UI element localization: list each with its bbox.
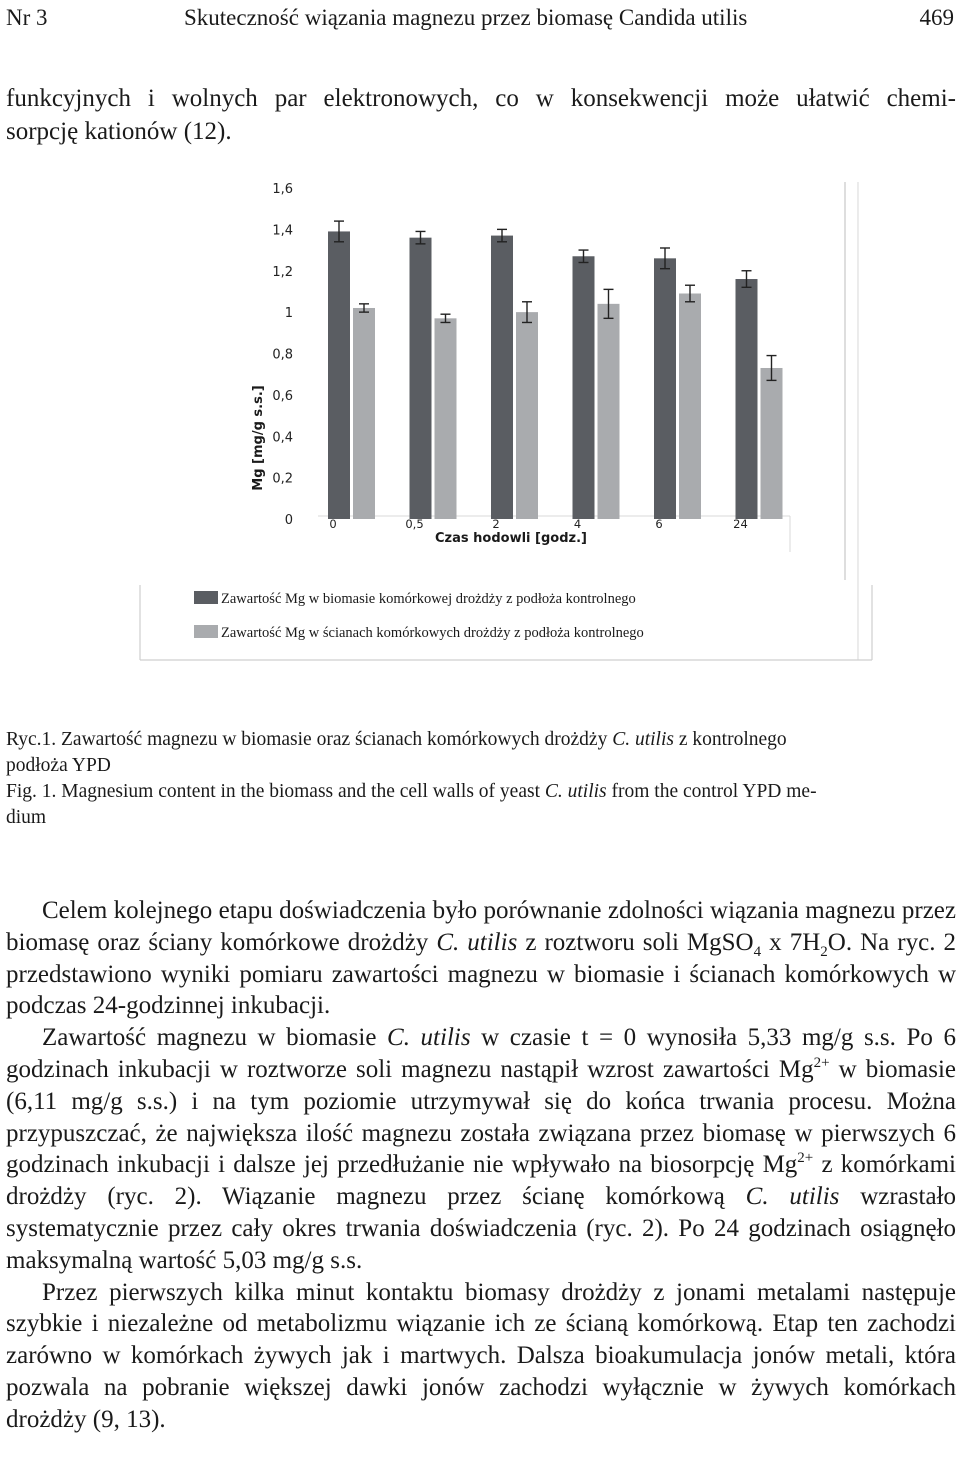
bar-series-1-24 (736, 279, 758, 519)
figure-caption-en (6, 779, 956, 831)
bar-series-1-6 (654, 258, 676, 519)
caption-en-line-1 (6, 779, 956, 805)
x-tick-label: 0,5 (405, 517, 424, 531)
legend-label-2: Zawartość Mg w ścianach komórkowych drożdży z podłoża kontrolnego (221, 625, 644, 641)
y-tick-label: 1 (284, 306, 293, 322)
bar-series-2-6 (679, 294, 701, 519)
species-name: C. utilis (387, 1024, 471, 1052)
x-tick-label: 0 (329, 517, 337, 531)
bar-series-2-2 (516, 312, 538, 519)
bar-series-2-0,5 (435, 318, 457, 519)
species-name: C. utilis (745, 1183, 840, 1211)
x-axis-label: Czas hodowli [godz.] (435, 531, 587, 546)
y-tick-label: 0,4 (272, 430, 293, 446)
running-title: Skuteczność wiązania magnezu przez biomasę Candida utilis (184, 5, 748, 30)
y-tick-label: 1,6 (272, 182, 293, 197)
caption-pl-species: C. utilis (612, 729, 674, 750)
y-tick-label: 1,2 (272, 264, 293, 280)
caption-pl-prefix: Ryc.1. Zawartość magnezu w biomasie oraz ścianach komórkowych drożdży (6, 729, 613, 750)
bar-series-2-0 (353, 308, 375, 519)
x-tick-label: 24 (733, 517, 748, 531)
intro-line-2: sorpcję kationów (12). (6, 118, 232, 145)
y-tick-label: 0 (284, 513, 293, 528)
bar-series-1-4 (573, 256, 595, 519)
y-tick-label: 0,6 (272, 388, 293, 404)
paragraph-3: Przez pierwszych kilka minut kontaktu biomasy drożdży z jonami metalami następuje szybkie i niezależne od metabolizmu wiązanie ich ze ścianą komórkową. Etap ten zachodzi zarówno w komórkach żywych jak i martwych. Dalsza bioakumulacja jonów metali, która pozwala na pobranie większej dawki jonów zachodzi wyłącznie w żywych komórkach drożdży (9, 13). (6, 1278, 956, 1433)
chart-legend (194, 591, 644, 641)
caption-pl-line-1 (6, 727, 956, 753)
bar-series (328, 221, 783, 519)
species-name: C. utilis (436, 928, 518, 956)
legend-label-1: Zawartość Mg w biomasie komórkowej drożdży z podłoża kontrolnego (221, 591, 636, 607)
bar-series-2-24 (761, 368, 783, 519)
figure-caption-pl (6, 727, 956, 779)
y-tick-label: 0,8 (272, 347, 293, 363)
legend-swatch-2 (194, 625, 218, 638)
caption-en-line-2: dium (6, 807, 47, 828)
caption-en-prefix: Fig. 1. Magnesium content in the biomass and the cell walls of yeast (6, 781, 545, 802)
body-text (6, 895, 956, 1436)
caption-pl-suffix: z kontrolnego (674, 729, 787, 750)
paragraph-2: Zawartość magnezu w biomasie C. utilis w czasie t = 0 wynosiła 5,33 mg/g s.s. Po 6 godzinach inkubacji w roztworze soli magnezu nastąpił wzrost zawartości $Mg^{2+}$ w biomasie (6,11 mg/g s.s.) i na tym poziomie utrzymywał się do końca trwania procesu. Można przypuszczać, że największa ilość magnezu została związana przez biomasę w pierwszych 6 godzinach inkubacji i dalsze jej przedłużanie nie wpływało na biosorpcję $Mg^{2+}$ z komórkami drożdży (ryc. 2). Wiązanie magnezu przez ścianę komórkową C. utilis wzrastało systematycznie przez cały okres trwania doświadczenia (ryc. 2). Po 24 godzinach osiągnęło maksymalną wartość 5,03 mg/g s.s. (6, 1024, 956, 1274)
y-tick-label: 1,4 (272, 223, 293, 239)
caption-en-suffix: from the control YPD me- (606, 781, 817, 802)
y-tick-label: 0,2 (272, 471, 293, 487)
intro-line-1: funkcyjnych i wolnych par elektronowych, co w konsekwencji może ułatwić chemi- (6, 85, 956, 112)
caption-pl-line-2: podłoża YPD (6, 755, 111, 776)
bar-series-2-4 (598, 304, 620, 519)
legend-swatch-1 (194, 591, 218, 604)
x-tick-label: 6 (655, 517, 663, 531)
bar-series-1-0,5 (410, 238, 432, 519)
caption-en-species: C. utilis (544, 781, 607, 802)
intro-paragraph (6, 82, 956, 148)
x-tick-label: 2 (492, 517, 500, 531)
x-axis-ticks (329, 517, 747, 531)
y-axis-label: Mg [mg/g s.s.] (251, 385, 266, 491)
journal-issue: Nr 3 (6, 5, 48, 30)
bar-series-1-2 (491, 236, 513, 519)
paragraph-1: Celem kolejnego etapu doświadczenia było porównanie zdolności wiązania magnezu przez biomasę oraz ściany komórkowe drożdży C. utilis z roztworu soli MgSO$_4$ x $7H_2O$. Na ryc. 2 przedstawiono wyniki pomiaru zawartości magnezu w biomasie i ścianach komórkowych w podczas 24-godzinnej inkubacji. (6, 897, 957, 1020)
page-number: 469 (919, 5, 954, 30)
y-axis-ticks (272, 182, 293, 528)
bar-series-1-0 (328, 231, 350, 519)
magnesium-bar-chart (0, 170, 960, 670)
x-tick-label: 4 (573, 517, 582, 531)
